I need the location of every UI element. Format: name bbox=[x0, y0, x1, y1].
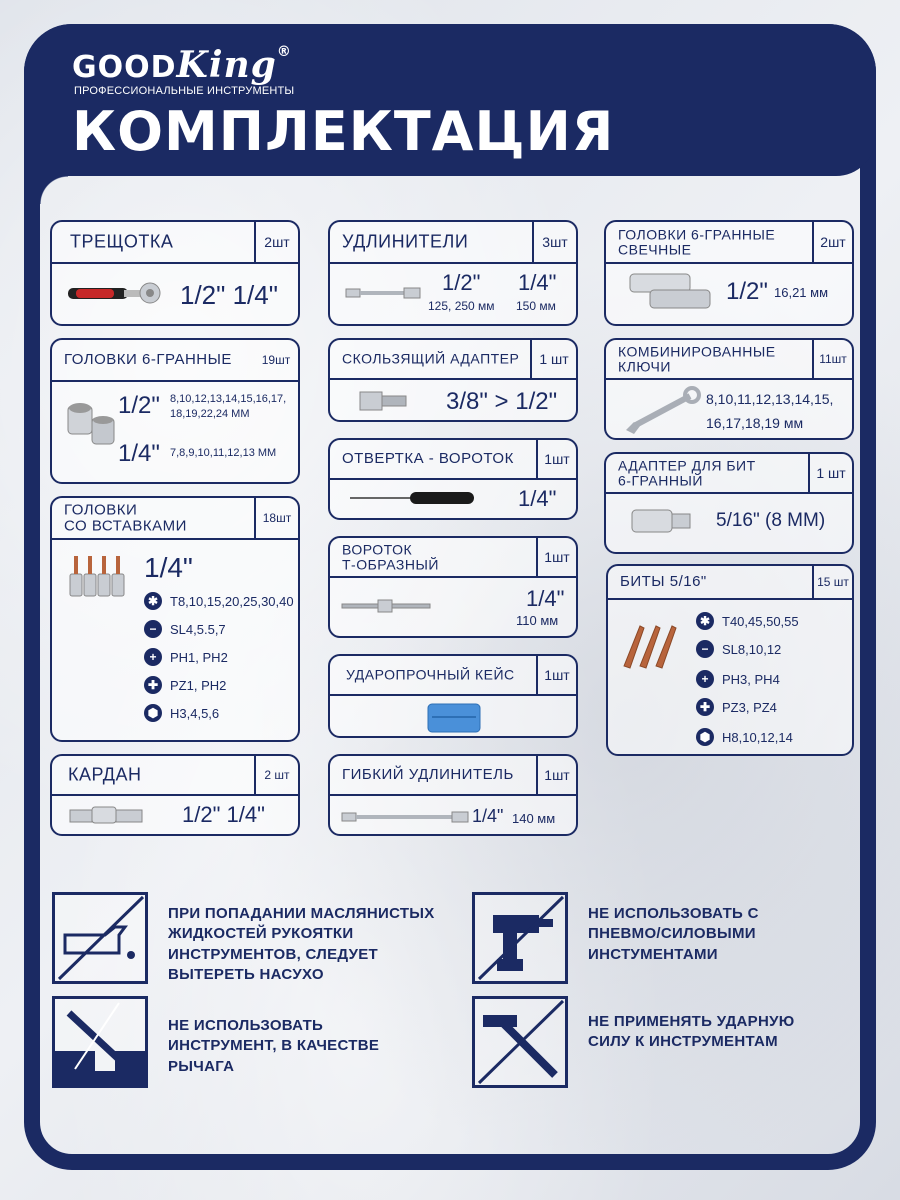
warning-hammer: НЕ ПРИМЕНЯТЬ УДАРНУЮ СИЛУ К ИНСТРУМЕНТАМ bbox=[588, 1013, 795, 1051]
card-screwdriver bbox=[328, 438, 578, 520]
cardan-sizes: 1/2" 1/4" bbox=[182, 802, 265, 827]
card-qty: 2шт bbox=[254, 222, 298, 262]
card-qty: 2 шт bbox=[254, 756, 298, 794]
hammer-warning-icon bbox=[472, 996, 568, 1088]
card-qty: 1шт bbox=[536, 440, 576, 478]
case-icon bbox=[426, 702, 482, 734]
adapter-icon bbox=[358, 388, 412, 414]
socket-icon bbox=[64, 400, 124, 450]
bit-line: + PH1, PH2 bbox=[144, 648, 228, 666]
flex-extension-icon bbox=[340, 810, 470, 824]
brand-subtitle: ПРОФЕССИОНАЛЬНЫЕ ИНСТРУМЕНТЫ bbox=[74, 85, 295, 97]
bit-line: ✱ T40,45,50,55 bbox=[696, 612, 799, 630]
spark-len: 16,21 мм bbox=[774, 285, 829, 300]
cardan-icon bbox=[68, 804, 148, 826]
card-title: КАРДАН bbox=[68, 764, 142, 785]
card-qty: 2шт bbox=[812, 222, 852, 262]
card-title: ТРЕЩОТКА bbox=[70, 231, 174, 252]
bit-line: − SL4,5.5,7 bbox=[144, 620, 226, 638]
card-title: СКОЛЬЗЯЩИЙ АДАПТЕР bbox=[342, 350, 520, 367]
ratchet-icon bbox=[66, 278, 166, 308]
card-qty: 1 шт bbox=[808, 454, 852, 492]
tbar-icon bbox=[340, 598, 436, 614]
torx-icon: ✱ bbox=[144, 592, 162, 610]
socket-size-b: 1/4" bbox=[118, 440, 160, 467]
card-bit-sockets bbox=[50, 496, 300, 742]
card-title: ГОЛОВКИ 6-ГРАННЫЕ СВЕЧНЫЕ bbox=[618, 226, 776, 257]
lever-warning-icon bbox=[52, 996, 148, 1088]
screwdriver-icon bbox=[348, 490, 478, 506]
card-qty: 3шт bbox=[532, 222, 576, 262]
card-qty: 1шт bbox=[536, 756, 576, 794]
bit-sockets-icon bbox=[68, 550, 130, 600]
bit-sockets-size: 1/4" bbox=[144, 552, 193, 583]
card-title: АДАПТЕР ДЛЯ БИТ 6-ГРАННЫЙ bbox=[618, 457, 756, 488]
card-title: УДЛИНИТЕЛИ bbox=[342, 231, 469, 252]
hex-icon: ⬢ bbox=[696, 728, 714, 746]
phillips-icon: + bbox=[144, 648, 162, 666]
bit-line: − SL8,10,12 bbox=[696, 640, 781, 658]
card-cardan bbox=[50, 754, 300, 836]
card-flex bbox=[328, 754, 578, 836]
bit-adapter-size: 5/16" (8 ММ) bbox=[716, 510, 826, 531]
card-title: УДАРОПРОЧНЫЙ КЕЙС bbox=[346, 666, 515, 683]
wrench-list-1: 8,10,11,12,13,14,15, bbox=[706, 391, 834, 407]
card-wrenches bbox=[604, 338, 854, 440]
card-title: ОТВЕРТКА - ВОРОТОК bbox=[342, 450, 514, 468]
card-sockets-6 bbox=[50, 338, 300, 484]
extension-len-b: 150 мм bbox=[516, 299, 556, 313]
card-bit-adapter bbox=[604, 452, 854, 554]
wrench-icon bbox=[622, 386, 702, 436]
brand-logo: GOODKing® bbox=[72, 44, 292, 86]
socket-list-a: 8,10,12,13,14,15,16,17, 18,19,22,24 ММ bbox=[170, 393, 287, 420]
bit-adapter-icon bbox=[630, 506, 694, 536]
tbar-size: 1/4" bbox=[526, 586, 565, 611]
warning-oil: ПРИ ПОПАДАНИИ МАСЛЯНИСТЫХ ЖИДКОСТЕЙ РУКОЯТКИ ИНСТРУМЕНТОВ, СЛЕДУЕТ ВЫТЕРЕТЬ НАСУХО bbox=[168, 905, 435, 983]
tbar-len: 110 мм bbox=[516, 613, 559, 628]
adapter-size: 3/8" > 1/2" bbox=[446, 388, 558, 415]
card-case bbox=[328, 654, 578, 738]
bit-line: ✱ T8,10,15,20,25,30,40 bbox=[144, 592, 294, 610]
extension-icon bbox=[344, 286, 424, 300]
socket-size-a: 1/2" bbox=[118, 392, 160, 419]
card-title: КОМБИНИРОВАННЫЕ КЛЮЧИ bbox=[618, 343, 776, 374]
bit-line: ⬢ H3,4,5,6 bbox=[144, 704, 219, 722]
card-qty: 1шт bbox=[536, 538, 576, 576]
card-qty: 1 шт bbox=[530, 340, 576, 378]
bit-line: ✚ PZ3, PZ4 bbox=[696, 698, 777, 716]
torx-icon: ✱ bbox=[696, 612, 714, 630]
pozidriv-icon: ✚ bbox=[144, 676, 162, 694]
card-tbar bbox=[328, 536, 578, 638]
card-title: ГОЛОВКИ 6-ГРАННЫЕ bbox=[64, 351, 232, 369]
page-title: КОМПЛЕКТАЦИЯ bbox=[72, 100, 615, 163]
bit-line: ✚ PZ1, PH2 bbox=[144, 676, 226, 694]
card-qty: 1шт bbox=[536, 656, 576, 694]
extension-len-a: 125, 250 мм bbox=[428, 299, 495, 313]
warning-lever: НЕ ИСПОЛЬЗОВАТЬ ИНСТРУМЕНТ, В КАЧЕСТВЕ РЫЧАГА bbox=[168, 1017, 380, 1075]
extension-size-a: 1/2" bbox=[442, 270, 481, 295]
bit-line: ⬢ H8,10,12,14 bbox=[696, 728, 793, 746]
card-qty: 11шт bbox=[812, 340, 852, 378]
card-qty: 15 шт bbox=[812, 566, 852, 598]
screwdriver-size: 1/4" bbox=[518, 486, 557, 511]
flex-size: 1/4" bbox=[472, 806, 504, 826]
slot-icon: − bbox=[696, 640, 714, 658]
card-title: ГОЛОВКИ СО ВСТАВКАМИ bbox=[64, 501, 187, 534]
bits-icon bbox=[618, 616, 688, 672]
hex-icon: ⬢ bbox=[144, 704, 162, 722]
pozidriv-icon: ✚ bbox=[696, 698, 714, 716]
oil-warning-icon bbox=[52, 892, 148, 984]
card-spark-sockets bbox=[604, 220, 854, 326]
card-qty: 19шт bbox=[261, 353, 291, 367]
card-ratchet bbox=[50, 220, 300, 326]
bit-line: + PH3, PH4 bbox=[696, 670, 780, 688]
ratchet-sizes: 1/2" 1/4" bbox=[180, 280, 278, 310]
phillips-icon: + bbox=[696, 670, 714, 688]
card-title: ГИБКИЙ УДЛИНИТЕЛЬ bbox=[342, 766, 514, 784]
card-title: БИТЫ 5/16" bbox=[620, 573, 707, 591]
socket-list-b: 7,8,9,10,11,12,13 ММ bbox=[170, 447, 277, 459]
card-bits bbox=[606, 564, 854, 756]
card-title: ВОРОТОК Т-ОБРАЗНЫЙ bbox=[342, 541, 439, 572]
power-tool-warning-icon bbox=[472, 892, 568, 984]
extension-size-b: 1/4" bbox=[518, 270, 557, 295]
card-extensions bbox=[328, 220, 578, 326]
spark-size: 1/2" bbox=[726, 278, 768, 305]
card-adapter bbox=[328, 338, 578, 422]
warning-power-tools: НЕ ИСПОЛЬЗОВАТЬ С ПНЕВМО/СИЛОВЫМИ ИНСТУМЕНТАМИ bbox=[588, 905, 759, 963]
flex-len: 140 мм bbox=[512, 811, 556, 826]
spark-socket-icon bbox=[626, 272, 714, 312]
slot-icon: − bbox=[144, 620, 162, 638]
card-qty: 18шт bbox=[254, 498, 298, 538]
wrench-list-2: 16,17,18,19 мм bbox=[706, 415, 804, 431]
